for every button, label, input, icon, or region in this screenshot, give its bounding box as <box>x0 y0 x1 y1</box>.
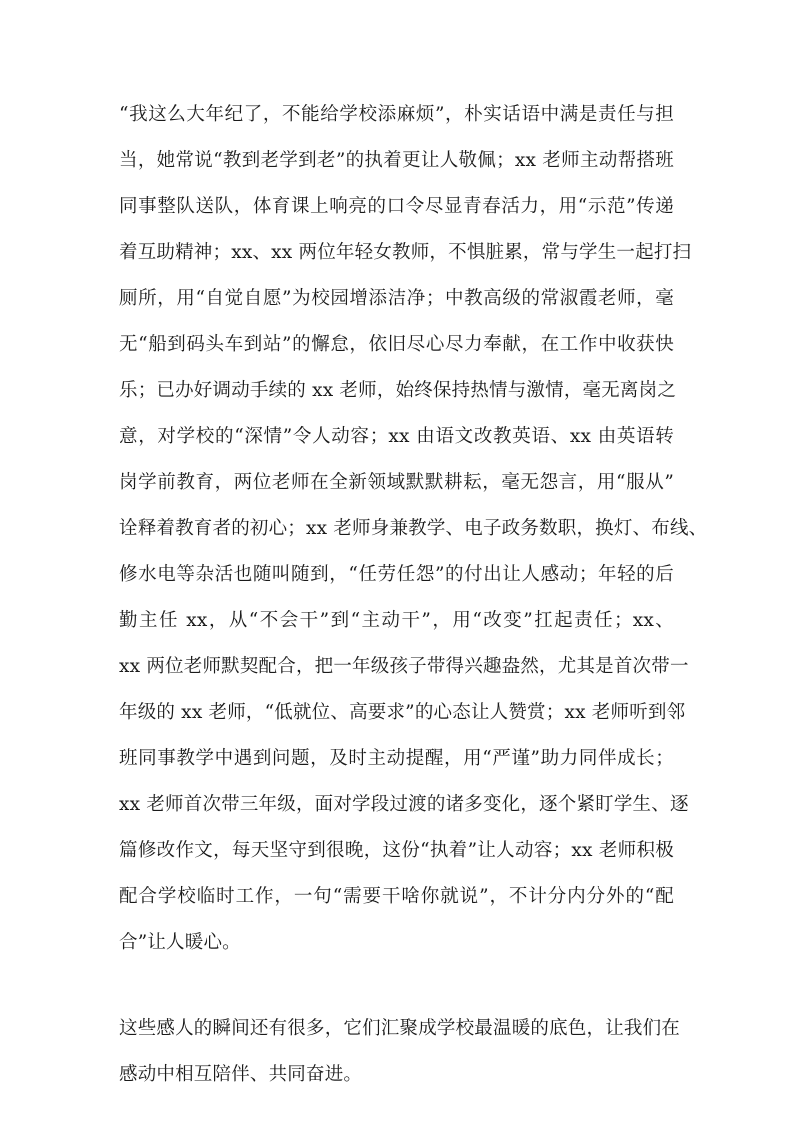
paragraph-line: 乐；已办好调动手续的 xx 老师，始终保持热情与激情，毫无离岗之 <box>119 380 677 401</box>
paragraph-line: 篇修改作文，每天坚守到很晚，这份“执着”让人动容；xx 老师积极 <box>119 840 674 861</box>
paragraph-line: 合”让人暖心。 <box>119 932 241 953</box>
paragraph-line: 岗学前教育，两位老师在全新领域默默耕耘，毫无怨言，用“服从” <box>119 472 674 493</box>
paragraph-line: 诠释着教育者的初心；xx 老师身兼教学、电子政务数职，换灯、布线、 <box>119 518 708 539</box>
paragraph-line: 着互助精神；xx、xx 两位年轻女教师，不惧脏累，常与学生一起打扫 <box>119 242 692 263</box>
paragraph-line: 修水电等杂活也随叫随到，“任劳任怨”的付出让人感动；年轻的后 <box>119 564 674 585</box>
paragraph-line: 年级的 xx 老师，“低就位、高要求”的心态让人赞赏；xx 老师听到邻 <box>119 702 686 723</box>
paragraph-line: “我这么大年纪了，不能给学校添麻烦”，朴实话语中满是责任与担 <box>119 104 674 125</box>
paragraph-line: 同事整队送队，体育课上响亮的口令尽显青春活力，用“示范”传递 <box>119 196 674 217</box>
paragraph-line: 当，她常说“教到老学到老”的执着更让人敬佩；xx 老师主动帮搭班 <box>119 150 674 171</box>
paragraph-line: 感动中相互陪伴、共同奋进。 <box>119 1064 363 1085</box>
paragraph-line: 勤主任 xx，从“不会干”到“主动干”，用“改变”扛起责任；xx、 <box>119 610 674 631</box>
paragraph-line: 这些感人的瞬间还有很多，它们汇聚成学校最温暖的底色，让我们在 <box>119 1018 681 1039</box>
paragraph-line: 意，对学校的“深情”令人动容；xx 由语文改教英语、xx 由英语转 <box>119 426 674 447</box>
paragraph-line: xx 两位老师默契配合，把一年级孩子带得兴趣盎然，尤其是首次带一 <box>119 656 689 677</box>
paragraph-line: 无“船到码头车到站”的懈怠，依旧尽心尽力奉献，在工作中收获快 <box>119 334 674 355</box>
paragraph-line: 厕所，用“自觉自愿”为校园增添洁净；中教高级的常淑霞老师，毫 <box>119 288 674 309</box>
paragraph-line: xx 老师首次带三年级，面对学段过渡的诸多变化，逐个紧盯学生、逐 <box>119 794 689 815</box>
paragraph-line: 配合学校临时工作，一句“需要干啥你就说”，不计分内分外的“配 <box>119 886 674 907</box>
paragraph-line: 班同事教学中遇到问题，及时主动提醒，用“严谨”助力同伴成长； <box>119 748 674 769</box>
